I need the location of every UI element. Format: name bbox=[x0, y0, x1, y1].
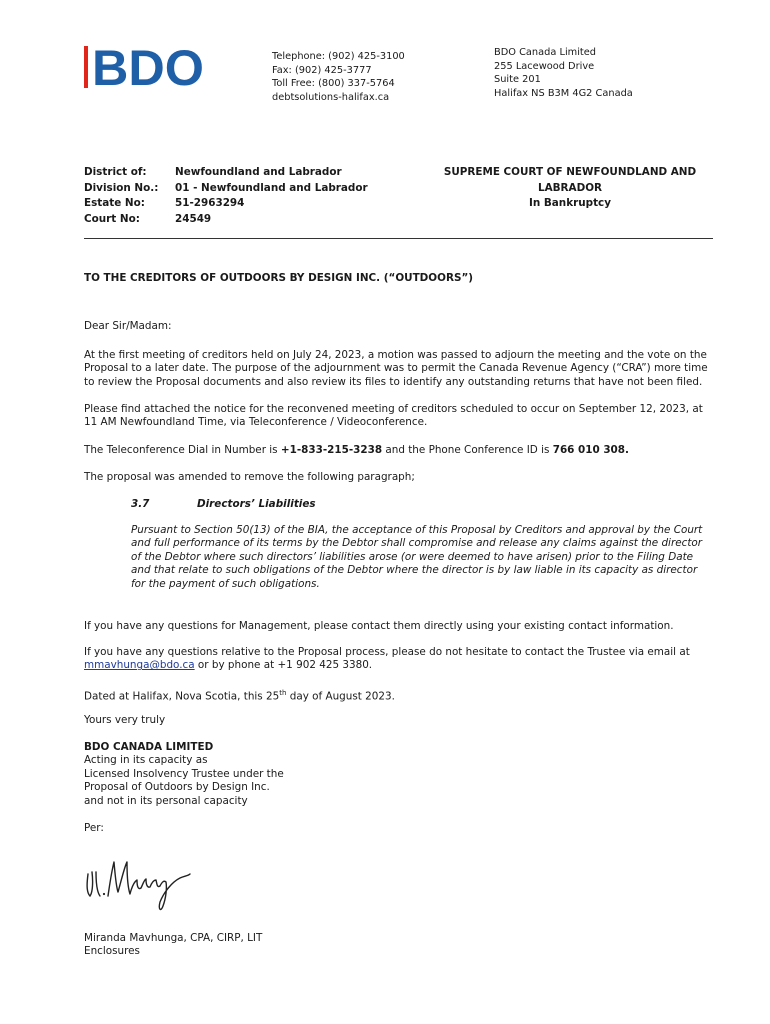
dial-number: +1-833-215-3238 bbox=[280, 444, 383, 456]
dated-superscript: th bbox=[279, 689, 287, 697]
quoted-paragraph: Pursuant to Section 50(13) of the BIA, the acceptance of this Proposal by Creditors and approval by the Court and full performance of its terms by the Debtor shall compromise and release any claims against the director of the Debtor where such directors’ liabilities arose (or were deemed to have arisen) prior to the Filing Date and that relate to such obligations of the Debtor where the director is by law liable in its capacity as director for the payment of such obligations. bbox=[131, 524, 703, 590]
dial-middle: and the Phone Conference ID is bbox=[382, 444, 553, 456]
paragraph-trustee-contact bbox=[84, 646, 714, 673]
closing: Yours very truly bbox=[84, 714, 166, 726]
address-line: 255 Lacewood Drive bbox=[494, 60, 595, 72]
capacity-line: Acting in its capacity as bbox=[84, 754, 208, 767]
address-line: Suite 201 bbox=[494, 74, 541, 86]
district-value: Newfoundland and Labrador bbox=[175, 166, 342, 178]
bdo-logo bbox=[84, 44, 206, 90]
capacity-line: Proposal of Outdoors by Design Inc. bbox=[84, 781, 270, 794]
enclosures: Enclosures bbox=[84, 945, 140, 957]
court-name: SUPREME COURT OF NEWFOUNDLAND AND LABRADOR bbox=[443, 166, 697, 194]
court-division: In Bankruptcy bbox=[529, 197, 611, 209]
address-line: Halifax NS B3M 4G2 Canada bbox=[494, 87, 633, 99]
trustee-email-link[interactable]: mmavhunga@bdo.ca bbox=[84, 659, 195, 672]
telephone: Telephone: (902) 425-3100 bbox=[272, 51, 405, 62]
court-title bbox=[420, 165, 720, 212]
letter-heading: TO THE CREDITORS OF OUTDOORS BY DESIGN INC. (“OUTDOORS”) bbox=[84, 272, 474, 284]
contact-block bbox=[272, 50, 405, 104]
paragraph-amended: The proposal was amended to remove the following paragraph; bbox=[84, 471, 415, 483]
trustee-suffix: or by phone at +1 902 425 3380. bbox=[194, 659, 373, 672]
dated-prefix: Dated at Halifax, Nova Scotia, this 25 bbox=[84, 690, 280, 703]
dial-prefix: The Teleconference Dial in Number is bbox=[84, 444, 281, 456]
per-label: Per: bbox=[84, 822, 104, 834]
logo-red-bar bbox=[84, 46, 88, 88]
website: debtsolutions-halifax.ca bbox=[272, 91, 390, 103]
paragraph-dial-in bbox=[84, 444, 714, 457]
logo-text: BDO bbox=[92, 44, 204, 90]
address-line: BDO Canada Limited bbox=[494, 47, 597, 58]
capacity-line: and not in its personal capacity bbox=[84, 794, 248, 807]
section-number: 3.7 bbox=[131, 498, 150, 510]
paragraph-adjournment: At the first meeting of creditors held on July 24, 2023, a motion was passed to adjourn the meeting and the vote on the Proposal to a later date. The purpose of the adjournment was to permit the Canada Revenue Agency (“CRA”) more time to review the Proposal documents and also review its files to identify any outstanding returns that have not been filed. bbox=[84, 349, 708, 388]
signature-block bbox=[84, 741, 714, 808]
section-heading bbox=[131, 498, 316, 511]
trustee-prefix: If you have any questions relative to the Proposal process, please do not hesitate to contact the Trustee via email at bbox=[84, 646, 690, 658]
address-block bbox=[494, 46, 633, 100]
estate-meta-labels bbox=[84, 165, 158, 227]
section-title: Directors’ Liabilities bbox=[197, 498, 316, 510]
district-label: District of: bbox=[84, 166, 147, 178]
company-name: BDO CANADA LIMITED bbox=[84, 741, 214, 753]
estate-value: 51-2963294 bbox=[175, 197, 245, 209]
division-label: Division No.: bbox=[84, 181, 159, 194]
conference-id: 766 010 308. bbox=[552, 444, 629, 456]
paragraph-notice: Please find attached the notice for the reconvened meeting of creditors scheduled to occur on September 12, 2023, at 11 AM Newfoundland Time, via Teleconference / Videoconference. bbox=[84, 403, 703, 429]
handwritten-signature bbox=[84, 852, 194, 914]
salutation: Dear Sir/Madam: bbox=[84, 320, 172, 332]
divider bbox=[84, 238, 713, 239]
court-label: Court No: bbox=[84, 212, 140, 225]
division-value: 01 - Newfoundland and Labrador bbox=[175, 181, 368, 194]
toll-free: Toll Free: (800) 337-5764 bbox=[272, 78, 395, 90]
court-value: 24549 bbox=[175, 212, 212, 225]
capacity-line: Licensed Insolvency Trustee under the bbox=[84, 767, 284, 780]
signer-name: Miranda Mavhunga, CPA, CIRP, LIT bbox=[84, 932, 263, 944]
paragraph-management: If you have any questions for Management, please contact them directly using your existing contact information. bbox=[84, 620, 674, 632]
fax: Fax: (902) 425-3777 bbox=[272, 64, 372, 76]
dated-suffix: day of August 2023. bbox=[286, 690, 395, 703]
estate-meta-values bbox=[175, 165, 368, 227]
estate-label: Estate No: bbox=[84, 197, 145, 209]
dated-line bbox=[84, 687, 714, 704]
